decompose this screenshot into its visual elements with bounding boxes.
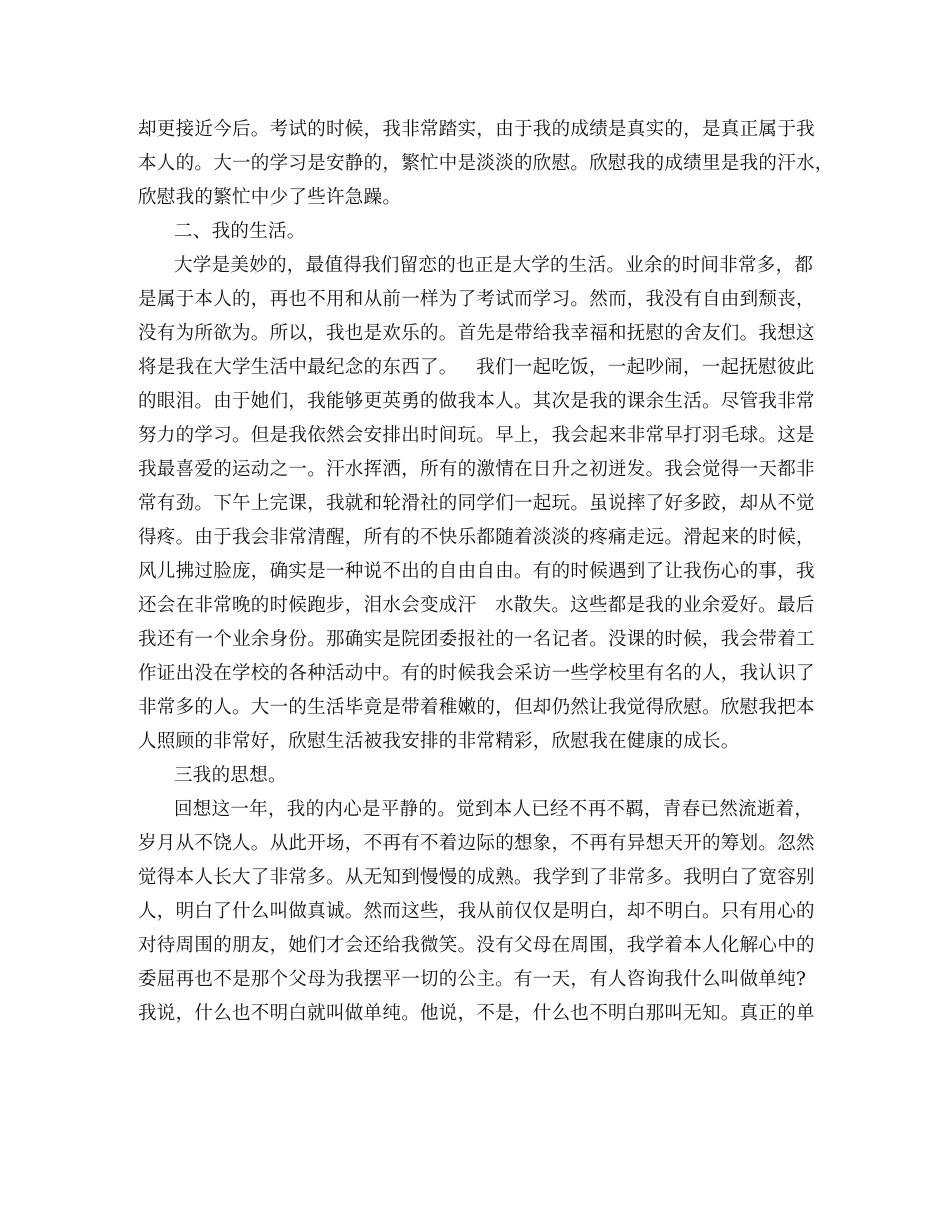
paragraph-2-line-3: 没有为所欲为。所以，我也是欢乐的。首先是带给我幸福和抚慰的舍友们。我想这 xyxy=(138,323,815,344)
paragraph-3-line-2: 岁月从不饶人。从此开场，不再有不着边际的想象，不再有异想天开的筹划。忽然 xyxy=(138,833,815,854)
paragraph-2-line-2: 是属于本人的，再也不用和从前一样为了考试而学习。然而，我没有自由到颓丧， xyxy=(138,289,815,310)
paragraph-1-line-2: 本人的。大一的学习是安静的，繁忙中是淡淡的欣慰。欣慰我的成绩里是我的汗水， xyxy=(138,153,834,174)
paragraph-2-line-15: 人照顾的非常好，欣慰生活被我安排的非常精彩，欣慰我在健康的成长。 xyxy=(138,731,740,752)
paragraph-3-line-1: 回想这一年，我的内心是平静的。觉到本人已经不再不羁，青春已然流逝着， xyxy=(174,799,814,820)
paragraph-3-line-6: 委屈再也不是那个父母为我摆平一切的公主。有一天，有人咨询我什么叫做单纯? xyxy=(138,969,807,990)
section-heading-my-thoughts: 三我的思想。 xyxy=(174,765,287,786)
paragraph-2-line-7: 我最喜爱的运动之一。汗水挥洒，所有的激情在日升之初迸发。我会觉得一天都非 xyxy=(138,459,815,480)
paragraph-2-line-5: 的眼泪。由于她们，我能够更英勇的做我本人。其次是我的课余生活。尽管我非常 xyxy=(138,391,815,412)
paragraph-3-line-3: 觉得本人长大了非常多。从无知到慢慢的成熟。我学到了非常多。我明白了宽容别 xyxy=(138,867,815,888)
paragraph-1 xyxy=(138,113,834,215)
paragraph-2-line-1: 大学是美妙的，最值得我们留恋的也正是大学的生活。业余的时间非常多，都 xyxy=(174,255,814,276)
paragraph-2-line-4: 将是我在大学生活中最纪念的东西了。 我们一起吃饭，一起吵闹，一起抚慰彼此 xyxy=(138,357,815,378)
paragraph-1-line-3: 欣慰我的繁忙中少了些许急躁。 xyxy=(138,187,402,208)
paragraph-3-line-7: 我说，什么也不明白就叫做单纯。他说，不是，什么也不明白那叫无知。真正的单 xyxy=(138,1003,815,1024)
section-heading-my-life: 二、我的生活。 xyxy=(174,221,306,242)
paragraph-2-line-14: 非常多的人。大一的生活毕竟是带着稚嫩的，但却仍然让我觉得欣慰。欣慰我把本 xyxy=(138,697,815,718)
paragraph-2-line-11: 还会在非常晚的时候跑步，泪水会变成汗 水散失。这些都是我的业余爱好。最后 xyxy=(138,595,815,616)
paragraph-2-line-10: 风儿拂过脸庞，确实是一种说不出的自由自由。有的时候遇到了让我伤心的事，我 xyxy=(138,561,815,582)
paragraph-2-line-12: 我还有一个业余身份。那确实是院团委报社的一名记者。没课的时候，我会带着工 xyxy=(138,629,815,650)
paragraph-3 xyxy=(138,793,818,1031)
paragraph-2-line-9: 得疼。由于我会非常清醒，所有的不快乐都随着淡淡的疼痛走远。滑起来的时候， xyxy=(138,527,815,548)
paragraph-2 xyxy=(138,249,818,759)
paragraph-2-line-13: 作证出没在学校的各种活动中。有的时候我会采访一些学校里有名的人，我认识了 xyxy=(138,663,815,684)
document-body xyxy=(138,113,834,1031)
paragraph-2-line-8: 常有劲。下午上完课，我就和轮滑社的同学们一起玩。虽说摔了好多跤，却从不觉 xyxy=(138,493,815,514)
paragraph-3-line-5: 对待周围的朋友，她们才会还给我微笑。没有父母在周围，我学着本人化解心中的 xyxy=(138,935,815,956)
paragraph-1-line-1: 却更接近今后。考试的时候，我非常踏实，由于我的成绩是真实的，是真正属于我 xyxy=(138,119,815,140)
paragraph-2-line-6: 努力的学习。但是我依然会安排出时间玩。早上，我会起来非常早打羽毛球。这是 xyxy=(138,425,815,446)
paragraph-3-line-4: 人，明白了什么叫做真诚。然而这些，我从前仅仅是明白，却不明白。只有用心的 xyxy=(138,901,815,922)
